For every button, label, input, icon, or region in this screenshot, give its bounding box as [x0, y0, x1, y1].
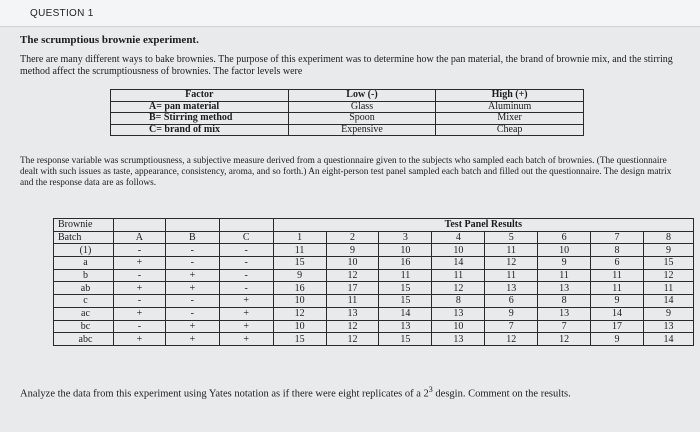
- factor-sign: -: [165, 307, 219, 320]
- question-label: QUESTION 1: [30, 8, 94, 19]
- panelist-header: 6: [538, 231, 591, 244]
- panel-score: 17: [326, 282, 379, 295]
- factor-sign: +: [113, 307, 165, 320]
- factor-low: Spoon: [288, 113, 436, 125]
- table-row: [54, 333, 694, 346]
- panel-score: 14: [379, 307, 432, 320]
- batch-label: (1): [54, 244, 114, 257]
- panel-score: 7: [485, 320, 538, 333]
- batch-label-line: Batch: [54, 231, 114, 244]
- factor-column-header: A: [113, 231, 165, 244]
- factor-high: Aluminum: [436, 101, 584, 113]
- question-header: [0, 0, 700, 27]
- factor-sign: +: [113, 333, 165, 346]
- panel-score: 11: [379, 269, 432, 282]
- panel-score: 6: [591, 257, 644, 270]
- factor-name: B= Stirring method: [111, 113, 289, 125]
- panel-score: 10: [326, 257, 379, 270]
- factor-row: [111, 101, 584, 113]
- panel-score: 14: [432, 257, 485, 270]
- factor-sign: -: [113, 244, 165, 257]
- panel-score: 10: [538, 244, 591, 257]
- panel-score: 12: [485, 333, 538, 346]
- table-row: [54, 307, 694, 320]
- table-row: [54, 257, 694, 270]
- panel-score: 12: [485, 257, 538, 270]
- factor-row: [111, 124, 584, 136]
- panel-score: 11: [273, 244, 326, 257]
- panel-score: 11: [485, 269, 538, 282]
- panel-score: 8: [432, 295, 485, 308]
- batch-label-line: Brownie: [54, 219, 114, 232]
- panel-score: 10: [273, 295, 326, 308]
- factor-sign: -: [165, 257, 219, 270]
- panel-score: 11: [326, 295, 379, 308]
- factor-table-header: [111, 90, 584, 102]
- panel-score: 9: [591, 333, 644, 346]
- panel-score: 8: [538, 295, 591, 308]
- panelist-header: 2: [326, 231, 379, 244]
- panel-score: 15: [273, 333, 326, 346]
- table-row: [54, 295, 694, 308]
- panel-score: 9: [643, 244, 693, 257]
- panel-score: 12: [326, 320, 379, 333]
- panel-score: 14: [591, 307, 644, 320]
- intro-paragraph: There are many different ways to bake brownies. The purpose of this experiment was to determine how the pan material, the brand of brownie mix, and the stirring method affect the scrumptiousness of brownies. The factor levels were: [20, 54, 673, 77]
- panelist-header: 1: [273, 231, 326, 244]
- table-row: [54, 282, 694, 295]
- empty-header-cell: [165, 219, 219, 232]
- panel-score: 14: [643, 295, 693, 308]
- panel-score: 15: [379, 282, 432, 295]
- panel-score: 12: [643, 269, 693, 282]
- panel-score: 15: [379, 333, 432, 346]
- panel-score: 16: [273, 282, 326, 295]
- panel-score: 15: [643, 257, 693, 270]
- panel-score: 7: [538, 320, 591, 333]
- factor-sign: +: [113, 257, 165, 270]
- batch-label: a: [54, 257, 114, 270]
- panel-score: 9: [643, 307, 693, 320]
- panelist-header: 5: [485, 231, 538, 244]
- factor-sign: +: [165, 269, 219, 282]
- panel-score: 9: [485, 307, 538, 320]
- panel-score: 12: [538, 333, 591, 346]
- factor-sign: -: [219, 257, 273, 270]
- panel-score: 6: [485, 295, 538, 308]
- panel-score: 10: [273, 320, 326, 333]
- batch-label: abc: [54, 333, 114, 346]
- factor-sign: -: [113, 269, 165, 282]
- factor-sign: -: [219, 269, 273, 282]
- factor-row: [111, 113, 584, 125]
- panel-score: 13: [326, 307, 379, 320]
- factor-sign: +: [113, 282, 165, 295]
- table-row: [54, 244, 694, 257]
- panel-score: 11: [591, 282, 644, 295]
- instruction-text: [20, 385, 571, 400]
- high-header: High (+): [436, 90, 584, 102]
- panel-score: 12: [273, 307, 326, 320]
- instruction-end: desgin. Comment on the results.: [432, 388, 571, 400]
- factor-high: Mixer: [436, 113, 584, 125]
- design-matrix-table: [53, 218, 694, 346]
- factor-sign: -: [219, 244, 273, 257]
- panel-results-title: Test Panel Results: [273, 219, 693, 232]
- factor-column-header: C: [219, 231, 273, 244]
- design-header-row: [54, 231, 694, 244]
- factor-sign: -: [165, 244, 219, 257]
- panel-score: 14: [643, 333, 693, 346]
- panel-score: 15: [379, 295, 432, 308]
- panel-score: 13: [538, 307, 591, 320]
- factor-sign: +: [219, 333, 273, 346]
- panel-score: 13: [432, 307, 485, 320]
- factor-sign: -: [165, 295, 219, 308]
- factor-sign: +: [165, 282, 219, 295]
- panel-score: 13: [432, 333, 485, 346]
- panel-score: 11: [538, 269, 591, 282]
- panelist-header: 7: [591, 231, 644, 244]
- design-base: 2: [423, 388, 429, 400]
- panel-score: 13: [538, 282, 591, 295]
- factor-column-header: B: [165, 231, 219, 244]
- panel-score: 16: [379, 257, 432, 270]
- panel-score: 10: [379, 244, 432, 257]
- low-header: Low (-): [288, 90, 436, 102]
- panel-score: 15: [273, 257, 326, 270]
- panel-score: 17: [591, 320, 644, 333]
- panel-score: 9: [273, 269, 326, 282]
- batch-label: bc: [54, 320, 114, 333]
- panel-score: 11: [432, 269, 485, 282]
- panel-score: 12: [326, 269, 379, 282]
- response-paragraph: The response variable was scrumptiousness, a subjective measure derived from a questionnaire given to the subjects who sampled each batch of brownies. (The questionnaire dealt with such issues as taste, appearance, consistency, aroma, and so forth.) An eight-person test panel sampled each batch and filled out the questionnaire. The design matrix and the response data are as follows.: [20, 156, 672, 188]
- panel-score: 13: [643, 320, 693, 333]
- batch-label: ac: [54, 307, 114, 320]
- panelist-header: 3: [379, 231, 432, 244]
- panel-score: 10: [432, 320, 485, 333]
- panel-score: 13: [485, 282, 538, 295]
- panel-score: 12: [432, 282, 485, 295]
- factor-name: A= pan material: [111, 101, 289, 113]
- batch-label: ab: [54, 282, 114, 295]
- factor-low: Glass: [288, 101, 436, 113]
- factor-sign: +: [219, 320, 273, 333]
- panel-score: 8: [591, 244, 644, 257]
- empty-header-cell: [113, 219, 165, 232]
- factor-sign: -: [219, 282, 273, 295]
- batch-label: b: [54, 269, 114, 282]
- factor-high: Cheap: [436, 124, 584, 136]
- panel-score: 9: [538, 257, 591, 270]
- empty-header-cell: [219, 219, 273, 232]
- table-row: [54, 320, 694, 333]
- panelist-header: 4: [432, 231, 485, 244]
- factor-low: Expensive: [288, 124, 436, 136]
- panel-score: 9: [326, 244, 379, 257]
- factor-sign: +: [219, 307, 273, 320]
- factor-name: C= brand of mix: [111, 124, 289, 136]
- panel-score: 11: [591, 269, 644, 282]
- factor-header: Factor: [111, 90, 289, 102]
- panel-score: 11: [643, 282, 693, 295]
- design-header-row: [54, 219, 694, 232]
- factor-sign: -: [113, 295, 165, 308]
- factor-sign: +: [165, 333, 219, 346]
- instruction-start: Analyze the data from this experiment using Yates notation as if there were eight replicates of a: [20, 388, 424, 400]
- batch-label: c: [54, 295, 114, 308]
- factor-sign: -: [113, 320, 165, 333]
- panel-score: 10: [432, 244, 485, 257]
- panel-score: 11: [485, 244, 538, 257]
- panel-score: 13: [379, 320, 432, 333]
- table-row: [54, 269, 694, 282]
- problem-title: The scrumptious brownie experiment.: [20, 34, 199, 46]
- factor-levels-table: [110, 89, 584, 136]
- panelist-header: 8: [643, 231, 693, 244]
- design-exponent: 3: [428, 385, 433, 394]
- panel-score: 12: [326, 333, 379, 346]
- factor-sign: +: [219, 295, 273, 308]
- factor-sign: +: [165, 320, 219, 333]
- panel-score: 9: [591, 295, 644, 308]
